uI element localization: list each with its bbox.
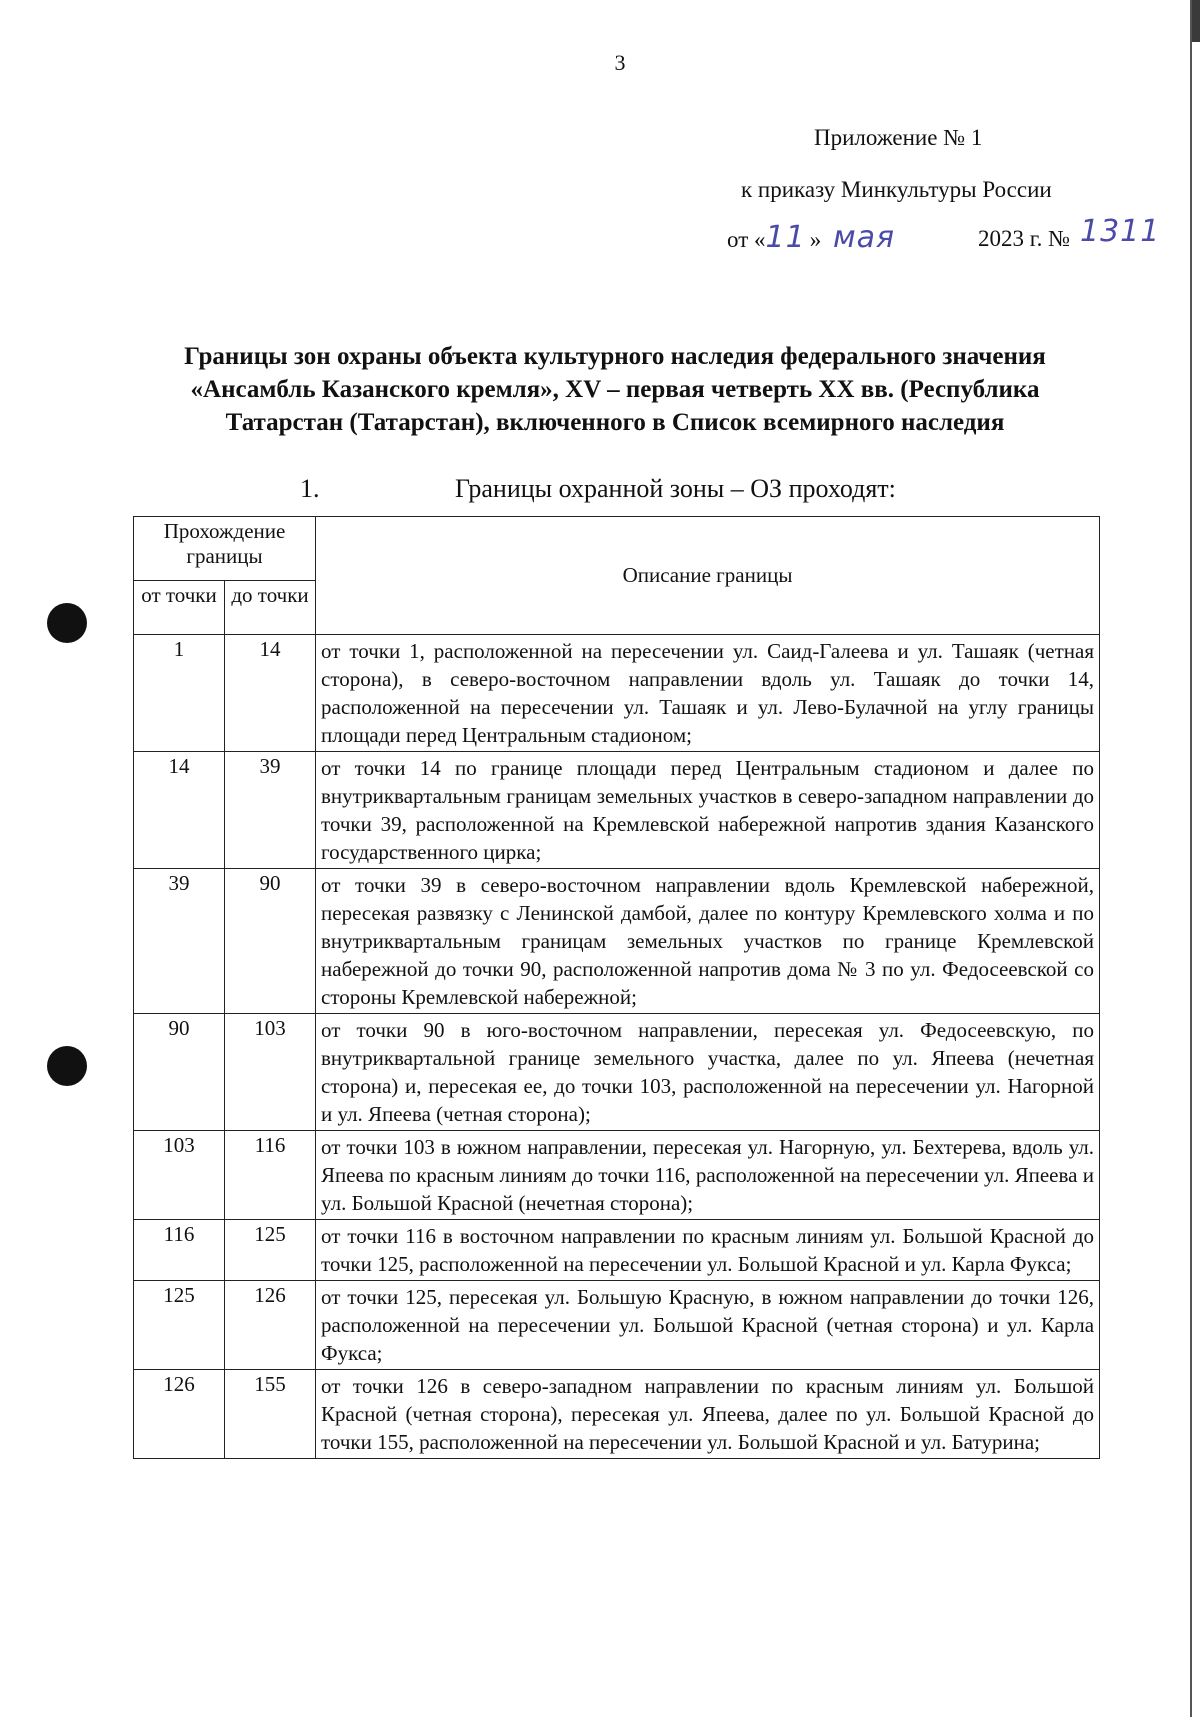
table-row xyxy=(134,1281,1100,1370)
scan-edge-line xyxy=(1190,0,1192,1717)
header-boundary-description: Описание границы xyxy=(316,517,1100,635)
title-line-2: «Ансамбль Казанского кремля», XV – первая четверть XX вв. (Республика xyxy=(190,376,1040,403)
date-quote-close: » xyxy=(809,227,822,252)
to-point-cell: 90 xyxy=(225,869,316,1014)
from-point-cell: 14 xyxy=(134,752,225,869)
description-cell: от точки 125, пересекая ул. Большую Красную, в южном направлении до точки 126, расположенной на пересечении ул. Большой Красной (четная сторона) и ул. Карла Фукса; xyxy=(316,1281,1100,1370)
from-point-cell: 39 xyxy=(134,869,225,1014)
date-prefix: от « xyxy=(727,227,766,252)
handwritten-day: 11 xyxy=(765,220,806,255)
section-number: 1. xyxy=(300,474,320,503)
from-point-cell: 103 xyxy=(134,1131,225,1220)
table-row xyxy=(134,1370,1100,1459)
handwritten-order-number: 1311 xyxy=(1080,214,1161,249)
to-point-cell: 14 xyxy=(225,635,316,752)
section-heading xyxy=(300,474,1000,504)
description-cell: от точки 103 в южном направлении, пересекая ул. Нагорную, ул. Бехтерева, вдоль ул. Япеева по красным линиям до точки 116, расположенной на пересечении ул. Япеева и ул. Большой Красной (нечетная сторона); xyxy=(316,1131,1100,1220)
description-cell: от точки 126 в северо-западном направлении по красным линиям ул. Большой Красной (четная сторона), пересекая ул. Япеева, далее по ул. Большой Красной до точки 155, расположенной на пересечении ул. Большой Красной и ул. Батурина; xyxy=(316,1370,1100,1459)
title-line-3: Татарстан (Татарстан), включенного в Список всемирного наследия xyxy=(225,409,1005,436)
description-cell: от точки 116 в восточном направлении по красным линиям ул. Большой Красной до точки 125, расположенной на пересечении ул. Большой Красной и ул. Карла Фукса; xyxy=(316,1220,1100,1281)
description-cell: от точки 14 по границе площади перед Центральным стадионом и далее по внутриквартальным границам земельных участков в северо-западном направлении до точки 39, расположенной на Кремлевской набережной напротив здания Казанского государственного цирка; xyxy=(316,752,1100,869)
from-point-cell: 126 xyxy=(134,1370,225,1459)
to-point-cell: 155 xyxy=(225,1370,316,1459)
to-point-cell: 116 xyxy=(225,1131,316,1220)
table-row xyxy=(134,1220,1100,1281)
to-point-cell: 103 xyxy=(225,1014,316,1131)
table-row xyxy=(134,1014,1100,1131)
appendix-title: Приложение № 1 xyxy=(814,125,983,150)
header-boundary-passage: Прохождение границы xyxy=(134,517,316,581)
punch-hole-top xyxy=(47,603,87,643)
from-point-cell: 125 xyxy=(134,1281,225,1370)
to-point-cell: 126 xyxy=(225,1281,316,1370)
punch-hole-bottom xyxy=(47,1046,87,1086)
table-row xyxy=(134,1131,1100,1220)
header-from-point: от точки xyxy=(134,581,225,635)
description-cell: от точки 39 в северо-восточном направлении вдоль Кремлевской набережной, пересекая развязку с Ленинской дамбой, далее по контуру Кремлевского холма и по внутриквартальным границам земельных участков по границе Кремлевской набережной до точки 90, расположенной напротив дома № 3 по ул. Федосеевской со стороны Кремлевской набережной; xyxy=(316,869,1100,1014)
date-year: 2023 г. № xyxy=(978,226,1071,251)
description-cell: от точки 1, расположенной на пересечении ул. Саид-Галеева и ул. Ташаяк (четная сторона), в северо-восточном направлении вдоль ул. Ташаяк до точки 14, расположенной на пересечении ул. Ташаяк и ул. Лево-Булачной на углу границы площади перед Центральным стадионом; xyxy=(316,635,1100,752)
appendix-date-line xyxy=(727,214,1167,255)
table-row xyxy=(134,635,1100,752)
title-line-1: Границы зон охраны объекта культурного наследия федерального значения xyxy=(184,343,1046,370)
document-title xyxy=(120,340,1110,439)
from-point-cell: 1 xyxy=(134,635,225,752)
page-number: 3 xyxy=(614,50,626,75)
table-row xyxy=(134,752,1100,869)
from-point-cell: 90 xyxy=(134,1014,225,1131)
to-point-cell: 39 xyxy=(225,752,316,869)
table-row xyxy=(134,869,1100,1014)
from-point-cell: 116 xyxy=(134,1220,225,1281)
section-title: Границы охранной зоны – ОЗ проходят: xyxy=(455,474,896,503)
appendix-order-ref: к приказу Минкультуры России xyxy=(741,177,1052,202)
boundary-table xyxy=(133,516,1100,1459)
to-point-cell: 125 xyxy=(225,1220,316,1281)
header-to-point: до точки xyxy=(225,581,316,635)
handwritten-month: мая xyxy=(832,220,895,255)
description-cell: от точки 90 в юго-восточном направлении, пересекая ул. Федосеевскую, по внутриквартальной границе земельного участка, далее по ул. Япеева (нечетная сторона) и, пересекая ее, до точки 103, расположенной на пересечении ул. Нагорной и ул. Япеева (четная сторона); xyxy=(316,1014,1100,1131)
